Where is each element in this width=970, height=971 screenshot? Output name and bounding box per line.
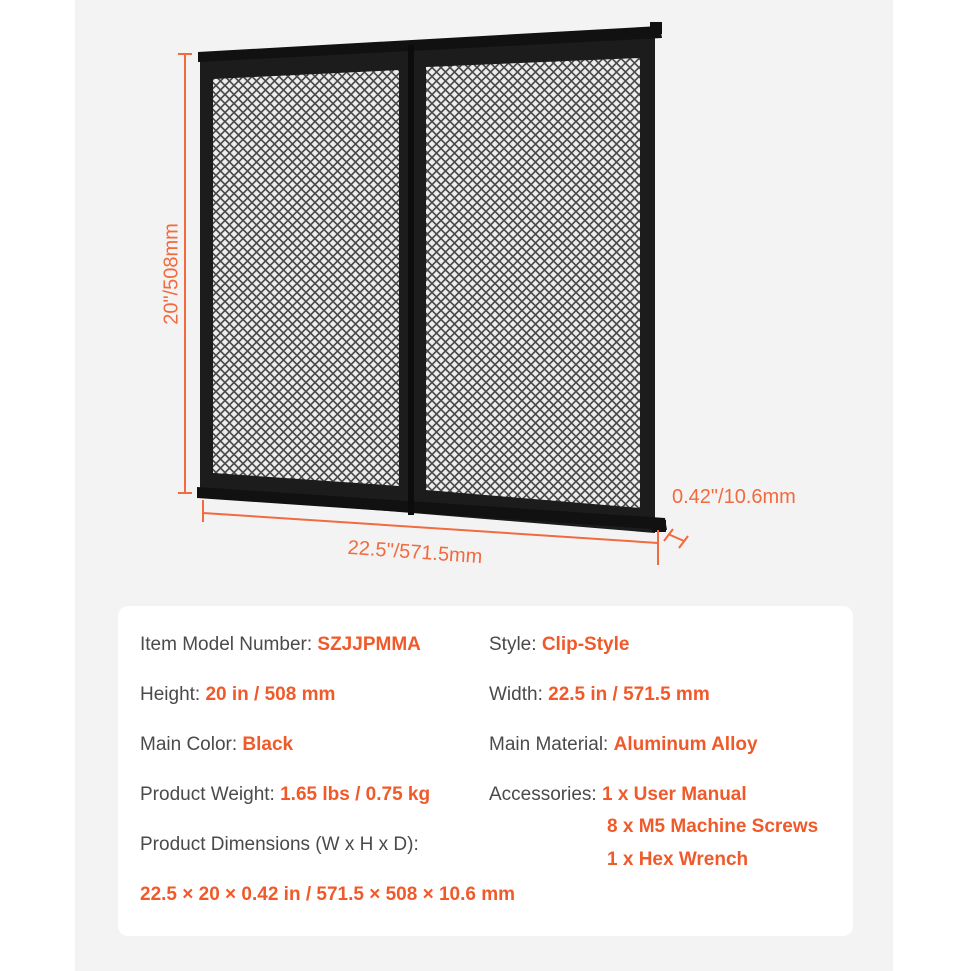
spec-height: Height: 20 in / 508 mm [140, 684, 336, 705]
spec-dimensions-value: 22.5 × 20 × 0.42 in / 571.5 × 508 × 10.6 mm [140, 884, 515, 905]
spec-dimensions-label: Product Dimensions (W x H x D): [140, 834, 419, 855]
width-dimension-label: 22.5"/571.5mm [346, 536, 484, 569]
spec-model: Item Model Number: SZJJPMMA [140, 634, 421, 655]
spec-accessory-item: 1 x Hex Wrench [607, 849, 749, 870]
spec-accessory-item: 8 x M5 Machine Screws [607, 816, 819, 837]
left-door-mesh [213, 70, 399, 486]
spec-weight: Product Weight: 1.65 lbs / 0.75 kg [140, 784, 431, 805]
right-door-mesh [426, 58, 640, 508]
depth-dimension-label: 0.42"/10.6mm [672, 486, 796, 508]
center-seam [408, 45, 414, 515]
spec-color: Main Color: Black [140, 734, 294, 755]
spec-material: Main Material: Aluminum Alloy [489, 734, 758, 755]
spec-width: Width: 22.5 in / 571.5 mm [489, 684, 710, 705]
spec-style: Style: Clip-Style [489, 634, 630, 655]
height-dimension-label: 20"/508mm [160, 223, 183, 325]
spec-card [118, 606, 853, 936]
fire-screen [197, 22, 667, 533]
spec-accessories: Accessories: 1 x User Manual [489, 784, 747, 805]
depth-dimension-line [664, 529, 688, 548]
clip-top-right [650, 22, 662, 34]
